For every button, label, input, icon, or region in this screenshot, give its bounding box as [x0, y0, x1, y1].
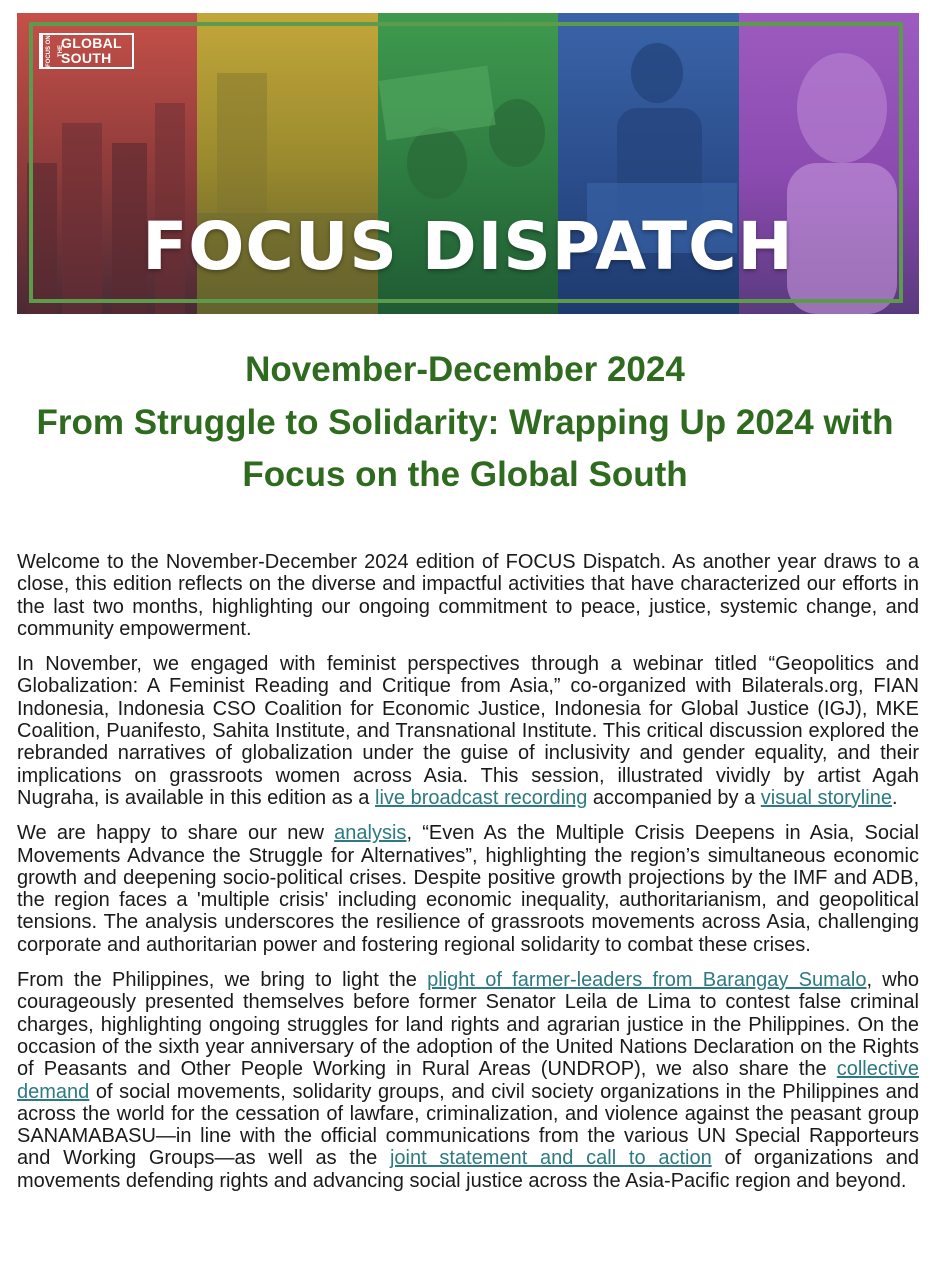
- philippines-paragraph: [17, 969, 919, 1192]
- analysis-text-a: We are happy to share our new: [17, 822, 335, 845]
- logo-focus-text: FOCUS ON THE: [41, 35, 57, 67]
- intro-paragraph: Welcome to the November-December 2024 edition of FOCUS Dispatch. As another year draws to a close, this edition reflects on the diverse and impactful activities that have characterized our efforts in the last two months, highlighting our ongoing commitment to peace, justice, systemic change, and community empowerment.: [17, 551, 919, 640]
- webinar-text-c: .: [891, 786, 898, 809]
- live-broadcast-recording-link[interactable]: live broadcast recording: [375, 786, 588, 809]
- header-banner: [17, 13, 919, 314]
- edition-date: November-December 2024: [245, 350, 685, 389]
- joint-statement-link[interactable]: joint statement and call to action: [389, 1147, 712, 1170]
- plight-of-farmer-leaders-link[interactable]: plight of farmer-leaders from Barangay Sumalo: [427, 969, 867, 992]
- webinar-paragraph: [17, 653, 919, 809]
- analysis-paragraph: [17, 822, 919, 956]
- philippines-text-a: From the Philippines, we bring to light the: [17, 969, 428, 992]
- analysis-link[interactable]: analysis: [334, 822, 407, 845]
- banner-title: FOCUS DISPATCH: [142, 208, 794, 285]
- analysis-text-b: , “Even As the Multiple Crisis Deepens in Asia, Social Movements Advance the Struggle for Alternatives”, highlighting the region’s simultaneous economic growth and deepening socio-political crises. Despite positive growth projections by the IMF and ADB, the region faces a 'multiple crisis' including economic inequality, authoritarianism, and geopolitical tensions. The analysis underscores the resilience of grassroots movements across Asia, challenging corporate and authoritarian power and fostering regional solidarity to combat these crises.: [17, 822, 919, 956]
- logo-south-text: SOUTH: [61, 50, 112, 66]
- philippines-text-c: of social movements, solidarity groups, and civil society organizations in the Philippines and across the world for the cessation of lawfare, criminalization, and violence against the peasant group SANAMABASU—in line with the official communications from the various UN Special Rapporteurs and Working Groups—as well as the: [17, 1080, 919, 1170]
- edition-title: From Struggle to Solidarity: Wrapping Up 2024 with Focus on the Global South: [36, 403, 894, 494]
- article-body: [17, 551, 919, 1205]
- visual-storyline-link[interactable]: visual storyline: [760, 786, 892, 809]
- headline: [30, 347, 900, 501]
- philippines-text-d: of organizations and movements defending rights and advancing social justice across the Asia-Pacific region and beyond.: [17, 1147, 919, 1192]
- philippines-text-b: , who courageously presented themselves before former Senator Leila de Lima to contest false criminal charges, highlighting ongoing struggles for land rights and agrarian justice in the Philippines. On the occasion of the sixth year anniversary of the adoption of the United Nations Declaration on the Rights of Peasants and Other People Working in Rural Areas (UNDROP), we also share the: [17, 969, 919, 1081]
- focus-global-south-logo: [39, 33, 134, 69]
- logo-global-text: GLOBAL: [61, 35, 122, 51]
- webinar-text-a: In November, we engaged with feminist perspectives through a webinar titled “Geopolitics and Globalization: A Feminist Reading and Critique from Asia,” co-organized with Bilaterals.org, FIAN Indonesia, Indonesia CSO Coalition for Economic Justice, Indonesia for Global Justice (IGJ), MKE Coalition, Puanifesto, Sahita Institute, and Transnational Institute. This critical discussion explored the rebranded narratives of globalization under the guise of inclusivity and gender equality, and their implications on grassroots women across Asia. This session, illustrated vividly by artist Agah Nugraha, is available in this edition as a: [17, 653, 919, 809]
- webinar-text-b: accompanied by a: [587, 786, 761, 809]
- collective-demand-link[interactable]: collective demand: [17, 1058, 919, 1103]
